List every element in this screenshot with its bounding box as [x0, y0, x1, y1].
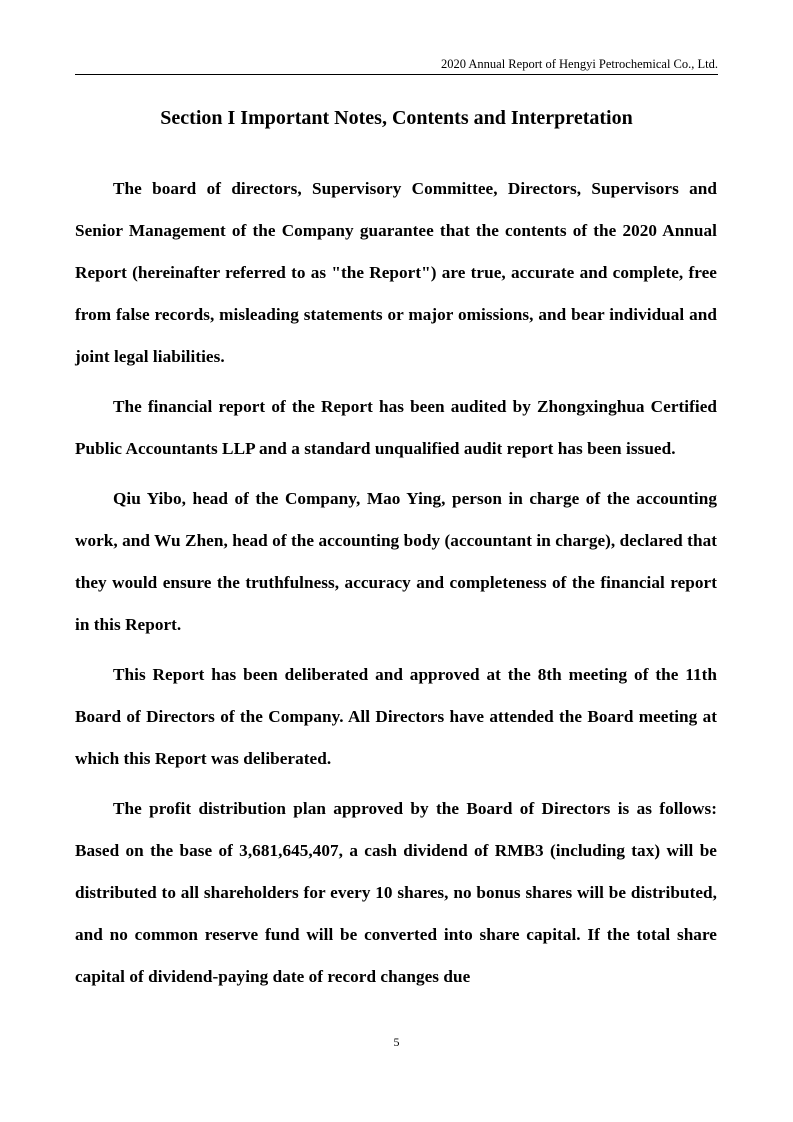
paragraph-board-guarantee: The board of directors, Supervisory Committee, Directors, Supervisors and Senior Management of the Company guarantee that the contents of the 2020 Annual Report (hereinafter referred to as "the Report") are true, accurate and complete, free from false records, misleading statements or major omissions, and bear individual and joint legal liabilities. — [75, 179, 717, 366]
page-number: 5 — [393, 1035, 400, 1049]
header-divider — [75, 74, 718, 75]
paragraph-audit-statement: The financial report of the Report has been audited by Zhongxinghua Certified Public Accountants LLP and a standard unqualified audit report has been issued. — [75, 397, 717, 458]
section-title: Section I Important Notes, Contents and Interpretation — [160, 107, 633, 129]
paragraph-financial-responsibility: Qiu Yibo, head of the Company, Mao Ying, person in charge of the accounting work, and Wu Zhen, head of the accounting body (accountant in charge), declared that they would ensure the truthfulness, accuracy and completeness of the financial report in this Report. — [75, 489, 717, 634]
paragraph-board-approval: This Report has been deliberated and approved at the 8th meeting of the 11th Board of Directors of the Company. All Directors have attended the Board meeting at which this Report was deliberated. — [75, 665, 717, 768]
body-text — [75, 168, 717, 998]
running-header: 2020 Annual Report of Hengyi Petrochemical Co., Ltd. — [440, 57, 718, 71]
paragraph-profit-distribution: The profit distribution plan approved by the Board of Directors is as follows: Based on the base of 3,681,645,407, a cash dividend of RMB3 (including tax) will be distributed to all shareholders for every 10 shares, no bonus shares will be distributed, and no common reserve fund will be converted into share capital. If the total share capital of dividend-paying date of record changes due — [75, 799, 717, 986]
